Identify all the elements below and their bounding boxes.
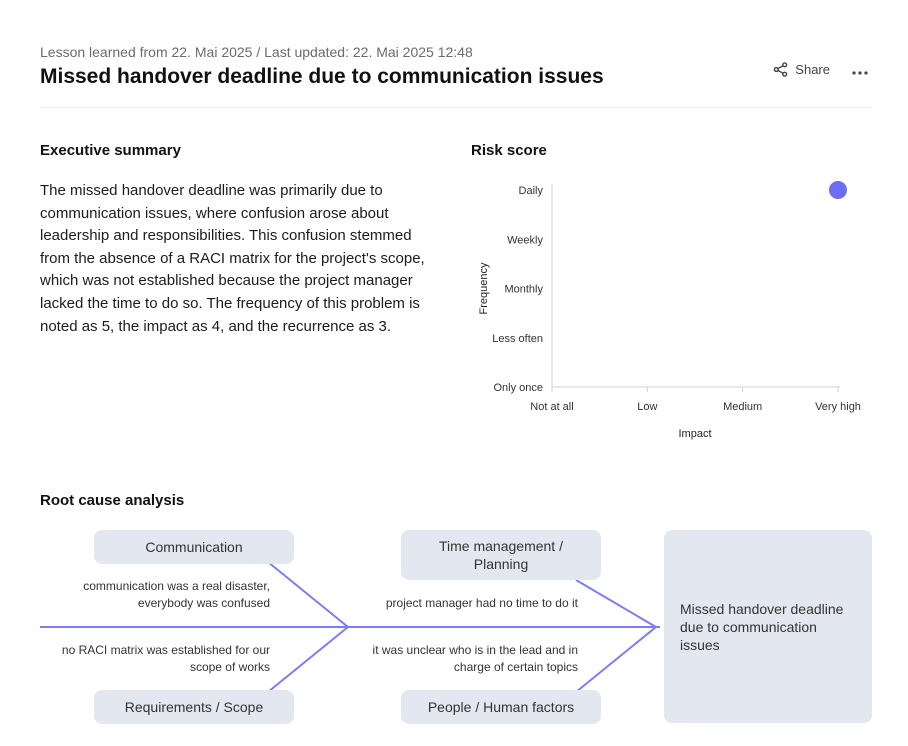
cause-people: it was unclear who is in the lead and in charge of certain topics <box>372 643 578 674</box>
page-title: Missed handover deadline due to communication issues <box>40 65 604 88</box>
share-label: Share <box>795 61 830 77</box>
bone-requirements <box>268 627 348 692</box>
bone-people <box>576 627 656 692</box>
header-divider <box>40 107 872 108</box>
bone-communication <box>268 562 348 627</box>
x-tick-label: Low <box>637 401 658 413</box>
share-icon <box>773 62 788 77</box>
executive-summary-heading: Executive summary <box>40 142 181 159</box>
lesson-meta: Lesson learned from 22. Mai 2025 / Last updated: 22. Mai 2025 12:48 <box>40 44 473 60</box>
header-actions <box>773 60 868 78</box>
cause-time: project manager had no time to do it <box>385 596 578 610</box>
y-tick-label: Weekly <box>507 234 543 247</box>
more-horizontal-icon <box>852 71 868 75</box>
category-requirements: Requirements / Scope <box>94 690 294 724</box>
x-axis-title: Impact <box>678 428 712 440</box>
share-button[interactable] <box>773 62 830 77</box>
category-communication: Communication <box>94 530 294 564</box>
y-axis-title: Frequency <box>478 262 490 315</box>
fishbone-diagram <box>0 520 908 740</box>
y-tick-label: Monthly <box>504 283 543 296</box>
effect-box: Missed handover deadline due to communication issues <box>664 530 872 723</box>
y-tick-label: Only once <box>493 382 543 394</box>
executive-summary-text: The missed handover deadline was primarily due to communication issues, where confusion arose about leadership and responsibilities. This confusion stemmed from the absence of a RACI matrix for the project's scope, which was not established because the project manager lacked the time to do so. The frequency of this problem is noted as 5, the impact as 4, and the recurrence as 3. <box>40 182 425 335</box>
y-tick-label: Less often <box>492 332 543 345</box>
risk-score-chart <box>470 170 870 450</box>
x-tick-label: Medium <box>723 401 763 413</box>
risk-point <box>829 181 847 199</box>
bone-time <box>576 580 656 627</box>
y-tick-label: Daily <box>518 185 543 197</box>
x-tick-label: Very high <box>815 401 861 413</box>
category-people: People / Human factors <box>401 690 601 724</box>
risk-score-heading: Risk score <box>471 142 547 159</box>
more-options-button[interactable] <box>852 60 868 78</box>
x-tick-label: Not at all <box>530 401 574 413</box>
root-cause-heading: Root cause analysis <box>40 492 185 509</box>
cause-communication: communication was a real disaster, everybody was confused <box>83 579 270 610</box>
cause-requirements: no RACI matrix was established for our scope of works <box>61 643 270 674</box>
category-time-management: Time management / Planning <box>401 530 601 580</box>
